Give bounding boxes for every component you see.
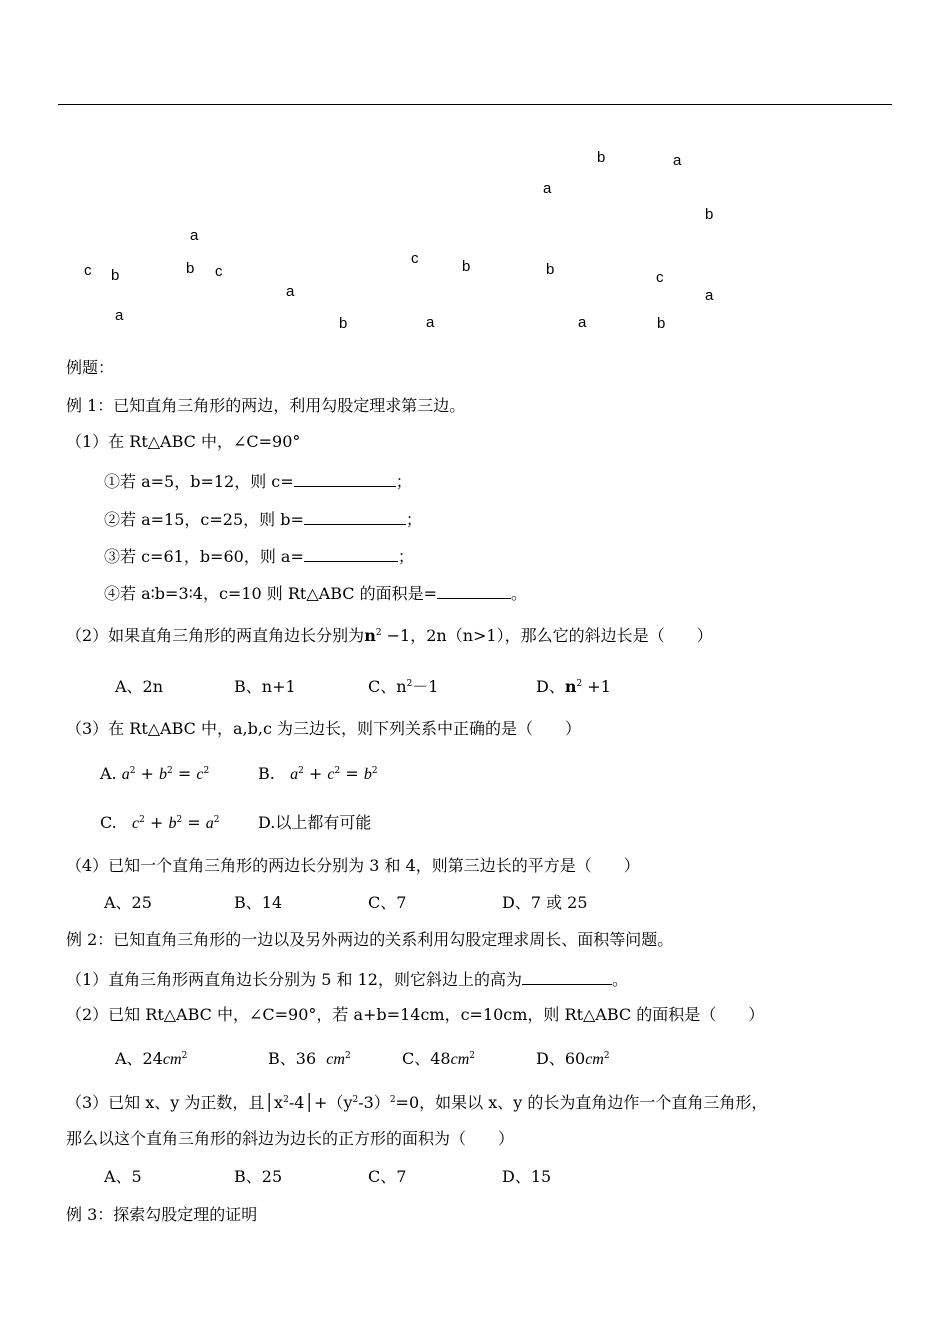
ex1-item-2 bbox=[104, 510, 422, 528]
item-text: ②若 a=15，c=25，则 b= bbox=[104, 510, 304, 529]
figure-label: b bbox=[339, 315, 348, 332]
example-1-title: 例 1：已知直角三角形的两边，利用勾股定理求第三边。 bbox=[66, 396, 466, 415]
option-c[interactable]: C、7 bbox=[368, 1167, 407, 1186]
answer-blank[interactable] bbox=[437, 584, 511, 599]
example-3-title: 例 3：探索勾股定理的证明 bbox=[66, 1205, 258, 1224]
figure-label: a bbox=[543, 180, 552, 197]
ex1-question-4: （4）已知一个直角三角形的两边长分别为 3 和 4，则第三边长的平方是（ ） bbox=[66, 856, 640, 875]
figure-label: a bbox=[115, 307, 124, 324]
punct: ； bbox=[405, 510, 422, 529]
figure-label: c bbox=[215, 263, 223, 280]
ex2-q2-options bbox=[0, 1051, 950, 1071]
figure-label: a bbox=[705, 287, 714, 304]
figure-label: a bbox=[190, 227, 199, 244]
punct: ； bbox=[397, 547, 414, 566]
figure-label: c bbox=[84, 262, 92, 279]
option-a[interactable]: A、2n bbox=[115, 677, 164, 696]
figure-label: a bbox=[426, 314, 435, 331]
option-d[interactable]: D、7 或 25 bbox=[502, 893, 588, 912]
ex1-item-3 bbox=[104, 547, 414, 565]
ex2-question-3-line-1: （3）已知 x、y 为正数，且$│x^2-4│+(y^2-3)^2=0$，如果以 x、y 的长为直角边作一个直角三角形， bbox=[66, 1093, 768, 1112]
example-2-title: 例 2：已知直角三角形的一边以及另外两边的关系利用勾股定理求周长、面积等问题。 bbox=[66, 930, 674, 949]
math-n: n bbox=[364, 626, 376, 645]
ex2-question-2: （2）已知 Rt△ABC 中，∠C=90°，若 a+b=14cm，c=10cm，则 Rt△ABC 的面积是（ ） bbox=[66, 1005, 765, 1024]
ex1-item-1 bbox=[104, 472, 412, 490]
figure-label: c bbox=[656, 269, 664, 286]
ex1-item-4 bbox=[104, 584, 527, 602]
option-d[interactable]: D、$60cm^2$ bbox=[536, 1049, 610, 1068]
answer-blank[interactable] bbox=[294, 472, 396, 487]
item-text: ①若 a=5，b=12，则 c= bbox=[104, 472, 294, 491]
ex1-q3-option-d[interactable]: D.以上都有可能 bbox=[258, 813, 372, 832]
item-text: ④若 a∶b=3∶4，c=10 则 Rt△ABC 的面积是= bbox=[104, 584, 437, 603]
header-rule bbox=[58, 104, 892, 105]
ex1-question-2: （2）如果直角三角形的两直角边长分别为$n^2 -1$，2n（n>1），那么它的斜边长是（ ） bbox=[66, 626, 713, 645]
option-d[interactable]: D、$n^2 +1$ bbox=[536, 677, 611, 696]
punct: ； bbox=[395, 472, 412, 491]
option-c[interactable]: C、$48cm^2$ bbox=[402, 1049, 475, 1068]
option-b[interactable]: B、25 bbox=[234, 1167, 283, 1186]
punct: 。 bbox=[611, 970, 628, 989]
ex1-q3-option-c[interactable]: C. $c^2 + b^2 = a^2$ bbox=[100, 813, 220, 832]
option-c[interactable]: C、7 bbox=[368, 893, 407, 912]
punct: 。 bbox=[511, 584, 528, 603]
ex2-q3-options bbox=[0, 1169, 950, 1189]
figure-label: b bbox=[597, 149, 606, 166]
option-b[interactable]: B、n+1 bbox=[234, 677, 296, 696]
figure-label: b bbox=[705, 206, 714, 223]
answer-blank[interactable] bbox=[522, 970, 612, 985]
answer-blank[interactable] bbox=[304, 510, 406, 525]
question-text: （2）如果直角三角形的两直角边长分别为 bbox=[66, 626, 365, 645]
figure-label: b bbox=[111, 267, 120, 284]
figure-label: a bbox=[673, 152, 682, 169]
option-d[interactable]: D、15 bbox=[502, 1167, 552, 1186]
ex1-question-3: （3）在 Rt△ABC 中，a,b,c 为三边长，则下列关系中正确的是（ ） bbox=[66, 719, 581, 738]
option-a[interactable]: A、5 bbox=[104, 1167, 142, 1186]
figure-label: b bbox=[186, 260, 195, 277]
question-text: （1）直角三角形两直角边长分别为 5 和 12，则它斜边上的高为 bbox=[66, 970, 522, 989]
figure-label: a bbox=[286, 283, 295, 300]
ex2-question-1 bbox=[66, 970, 628, 988]
option-b[interactable]: B、14 bbox=[234, 893, 283, 912]
ex1-q3-option-a[interactable]: A. $a^2 + b^2 = c^2$ bbox=[100, 764, 210, 783]
option-a[interactable]: A、$24cm^2$ bbox=[115, 1049, 188, 1068]
figure-label: a bbox=[578, 314, 587, 331]
option-b[interactable]: B、36 $cm^2$ bbox=[268, 1049, 351, 1068]
ex1-q3-option-b[interactable]: B. $a^2 + c^2 = b^2$ bbox=[258, 764, 378, 783]
ex1-q4-options bbox=[0, 895, 950, 915]
section-heading: 例题： bbox=[66, 358, 115, 377]
ex1-question-1: （1）在 Rt△ABC 中，∠C=90° bbox=[66, 432, 301, 451]
figure-label: c bbox=[411, 250, 419, 267]
option-a[interactable]: A、25 bbox=[104, 893, 152, 912]
ex2-question-3-line-2: 那么以这个直角三角形的斜边为边长的正方形的面积为（ ） bbox=[66, 1129, 515, 1148]
item-text: ③若 c=61，b=60，则 a= bbox=[104, 547, 304, 566]
answer-blank[interactable] bbox=[304, 547, 398, 562]
question-text: −1，2n（n>1），那么它的斜边长是（ ） bbox=[381, 626, 713, 645]
figure-label: b bbox=[657, 315, 666, 332]
ex1-q2-options bbox=[0, 679, 950, 699]
option-c[interactable]: C、$n^2-1$ bbox=[368, 677, 439, 696]
figure-label: b bbox=[462, 258, 471, 275]
figure-label: b bbox=[546, 261, 555, 278]
